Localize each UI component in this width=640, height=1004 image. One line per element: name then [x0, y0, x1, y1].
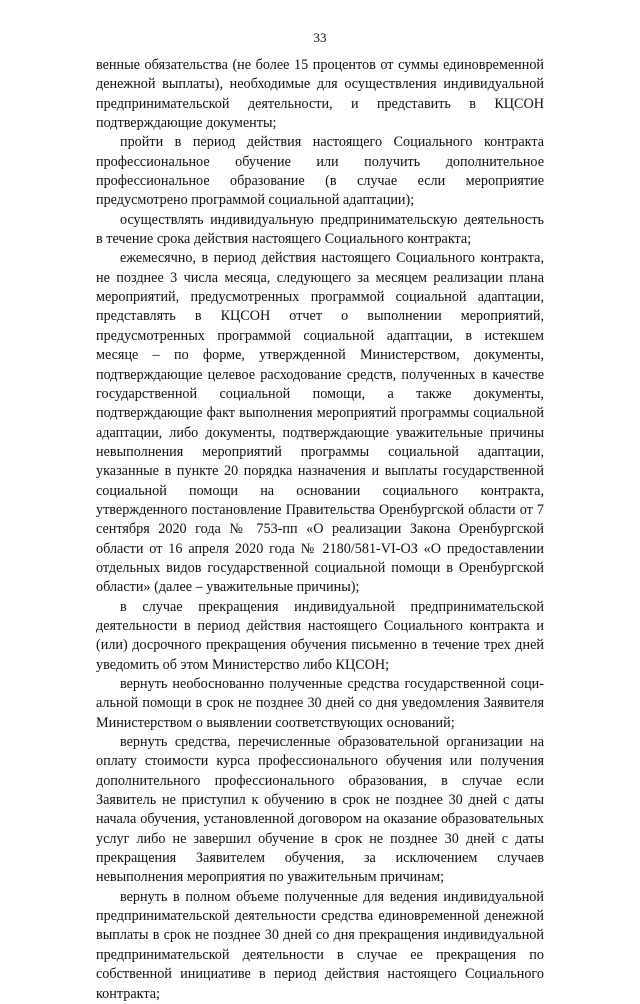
paragraph: вернуть необоснованно полученные средства государственной социальной помощи в срок не позднее 30 дней со дня уведомления Заявителя Министерством о выявлении соответствующих оснований; — [96, 676, 544, 731]
paragraph: в случае прекращения индивидуальной предпринимательской деятельности в период действия настоящего Социального контракта и (или) досрочного прекращения обучения письменно в течение трех дней уведомить об этом Министерство либо КЦСОН; — [96, 598, 544, 673]
page-number: 33 — [313, 30, 327, 45]
paragraph: пройти в период действия настоящего Социального контракта профессиональное обучение или получить дополнительное профессиональное образование (в случае если мероприятие предусмотрено программой социальной адаптации); — [96, 134, 544, 209]
paragraph: осуществлять индивидуальную предпринимательскую деятельность в течение срока действия настоящего Социального контракта; — [96, 211, 544, 248]
paragraph: ежемесячно, в период действия настоящего Социального контракта, не позднее 3 числа месяца, следующего за месяцем реализации плана мероприятий, предусмотренных программой социальной адаптации, представлять в КЦСОН отчет о выполнении мероприятий, предусмотренных программой социальной адаптации, в истекшем месяце – по форме, утвержденной Министерством, документы, подтверждающие целевое расходование средств, полученных в качестве государственной социальной помощи, а также документы, подтверждающие факт выполнения мероприятий программы социальной адаптации, либо документы, подтверждающие уважительные причины невыполнения мероприятий программы социальной адаптации, указанные в пункте 20 порядка назначения и выплаты государственной социальной помощи на основании социального контракта, утвержденного постановление Правительства Оренбургской области от 7 сентября 2020 года № 753-пп «О реализации Закона Оренбургской области от 16 апреля 2020 года № 2180/581-VI-ОЗ «О предоставлении отдельных видов государственной социальной помощи в Оренбургской области» (далее – уважительные причины); — [96, 250, 544, 596]
paragraph: венные обязательства (не более 15 процентов от суммы единовременной денежной выплаты), необходимые для осуществления индивидуальной предпринимательской деятельности, и представить в КЦСОН подтверждающие документы; — [96, 57, 544, 132]
document-body — [96, 56, 544, 1004]
paragraph: вернуть средства, перечисленные образовательной организации на оплату стоимости курса профессионального обучения или получения дополнительного профессионального образования, в случае если Заявитель не приступил к обучению в срок не позднее 30 дней с даты начала обучения, установленной договором на оказание образовательных услуг либо не завершил обучение в срок не позднее 30 дней с даты прекращения Заявителем обучения, за исключением случаев невыполнения мероприятия по уважительным причинам; — [96, 734, 544, 886]
paragraph: вернуть в полном объеме полученные для ведения индивидуальной предпринимательской деятельности средства единовременной денежной выплаты в срок не позднее 30 дней со дня прекращения индивидуальной предпринимательской деятельности в случае ее прекращения по собственной инициативе в период действия настоящего Социального контракта; — [96, 888, 544, 1002]
